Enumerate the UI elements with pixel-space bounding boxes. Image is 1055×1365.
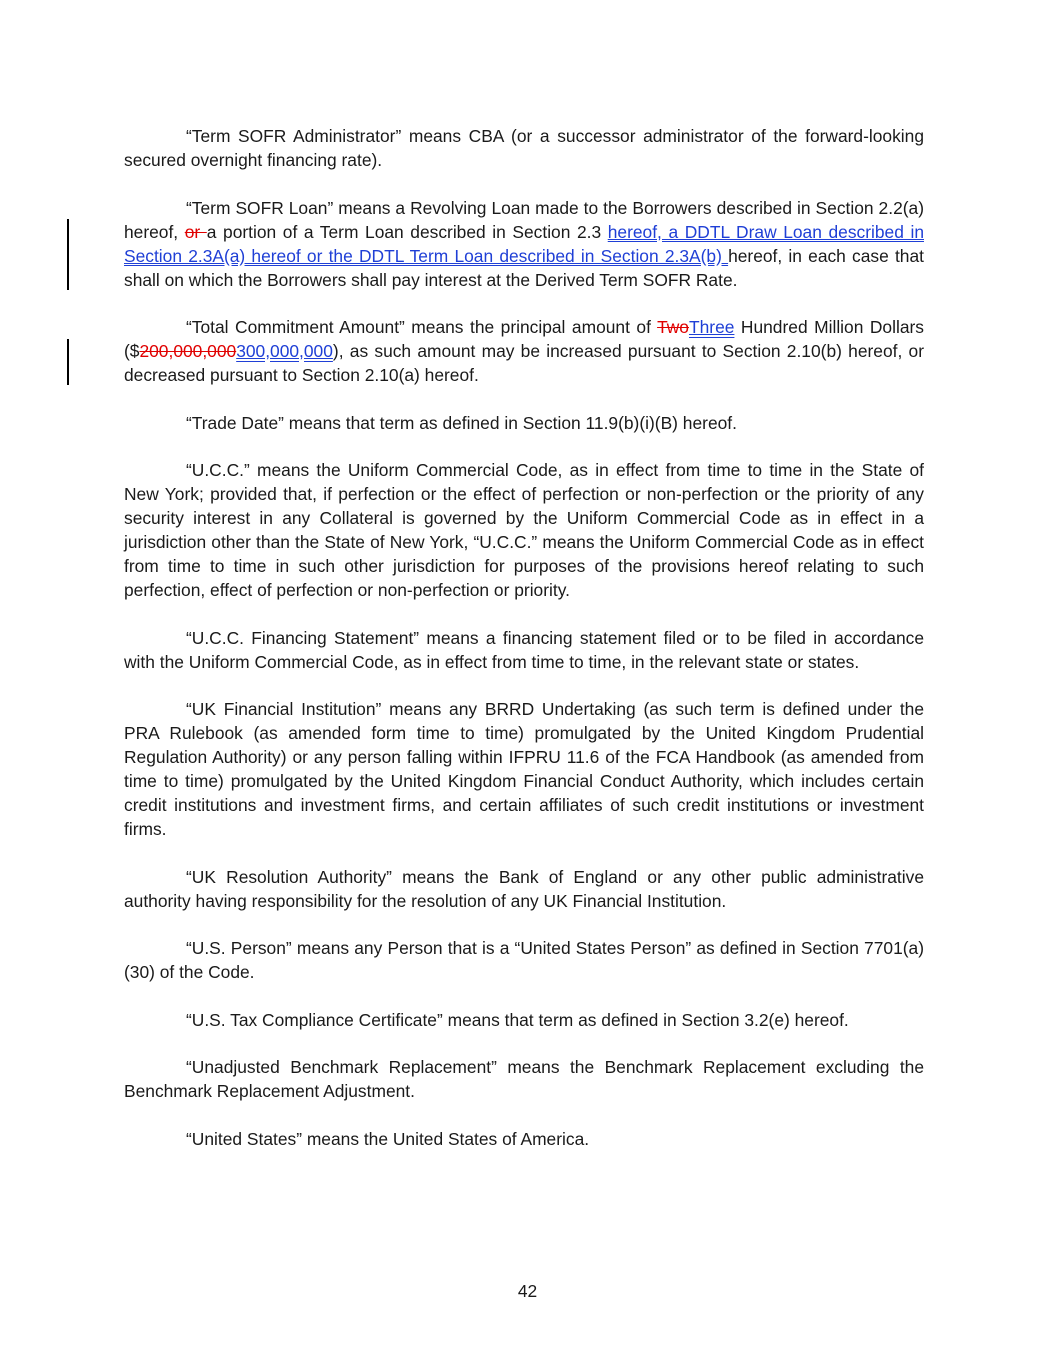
page-number: 42 bbox=[517, 1281, 538, 1301]
text-run: “Total Commitment Amount” means the principal amount of bbox=[186, 317, 658, 337]
deleted-text: 200,000,000 bbox=[139, 341, 237, 361]
definition-uk-financial-institution: “UK Financial Institution” means any BRRD Undertaking (as such term is defined under the PRA Rulebook (as amended form time to time) promulgated by the United Kingdom Prudential Regulation Authority) or any person falling within IFPRU 11.6 of the FCA Handbook (as amended from time to time) promulgated by the United Kingdom Financial Conduct Authority, which includes certain credit institutions and investment firms, and certain affiliates of such credit institutions or investment firms. bbox=[124, 699, 924, 839]
definition-trade-date: “Trade Date” means that term as defined in Section 11.9(b)(i)(B) hereof. bbox=[186, 412, 737, 433]
definition-us-tax-compliance-certificate: “U.S. Tax Compliance Certificate” means that term as defined in Section 3.2(e) hereof. bbox=[186, 1009, 849, 1030]
definition-uk-resolution-authority: “UK Resolution Authority” means the Bank of England or any other public administrative authority having responsibility for the resolution of any UK Financial Institution. bbox=[124, 866, 924, 911]
inserted-text: 300,000,000 bbox=[236, 341, 333, 361]
change-bar bbox=[67, 339, 69, 385]
definition-total-commitment-amount bbox=[124, 315, 924, 387]
inserted-text: Three bbox=[688, 317, 735, 337]
change-bar bbox=[67, 219, 69, 290]
text-run: a portion of a Term Loan described in Section 2.3 bbox=[206, 221, 608, 242]
definition-term-sofr-loan bbox=[124, 196, 924, 292]
definition-unadjusted-benchmark-replacement: “Unadjusted Benchmark Replacement” means the Benchmark Replacement excluding the Benchmark Replacement Adjustment. bbox=[124, 1057, 924, 1101]
definition-ucc-financing-statement: “U.C.C. Financing Statement” means a financing statement filed or to be filed in accordance with the Uniform Commercial Code, as in effect from time to time, in the relevant state or states. bbox=[124, 627, 924, 672]
definition-united-states: “United States” means the United States of America. bbox=[186, 1128, 590, 1149]
deleted-text: Two bbox=[657, 317, 689, 337]
definition-us-person: “U.S. Person” means any Person that is a “United States Person” as defined in Section 7701(a)(30) of the Code. bbox=[124, 938, 924, 982]
document-page bbox=[124, 124, 924, 1174]
definition-term-sofr-administrator: “Term SOFR Administrator” means CBA (or a successor administrator of the forward-looking secured overnight financing rate). bbox=[124, 126, 924, 170]
text-run: “Term SOFR Loan” means a Revolving Loan made to the Borrowers described in Section 2.2(a) hereof, bbox=[124, 197, 924, 242]
text-run: hereof, in each case that shall on which the Borrowers shall pay interest at the Derived Term SOFR Rate. bbox=[124, 245, 924, 290]
deleted-text: or bbox=[184, 221, 207, 242]
inserted-text: hereof, a DDTL Draw Loan described in Section 2.3A(a) hereof or the DDTL Term Loan described in Section 2.3A(b) bbox=[124, 221, 924, 266]
text-run: Hundred Million Dollars ($ bbox=[124, 317, 924, 361]
definition-ucc: “U.C.C.” means the Uniform Commercial Code, as in effect from time to time in the State of New York; provided that, if perfection or the effect of perfection or non-perfection or the priority of any security interest in any Collateral is governed by the Uniform Commercial Code as in effect in a jurisdiction other than the State of New York, “U.C.C.” means the Uniform Commercial Code as in effect from time to time in such other jurisdiction for purposes of the provisions hereof relating to such perfection, effect of perfection or non-perfection or priority. bbox=[124, 460, 924, 600]
text-run: ), as such amount may be increased pursuant to Section 2.10(b) hereof, or decreased pursuant to Section 2.10(a) hereof. bbox=[124, 341, 924, 385]
